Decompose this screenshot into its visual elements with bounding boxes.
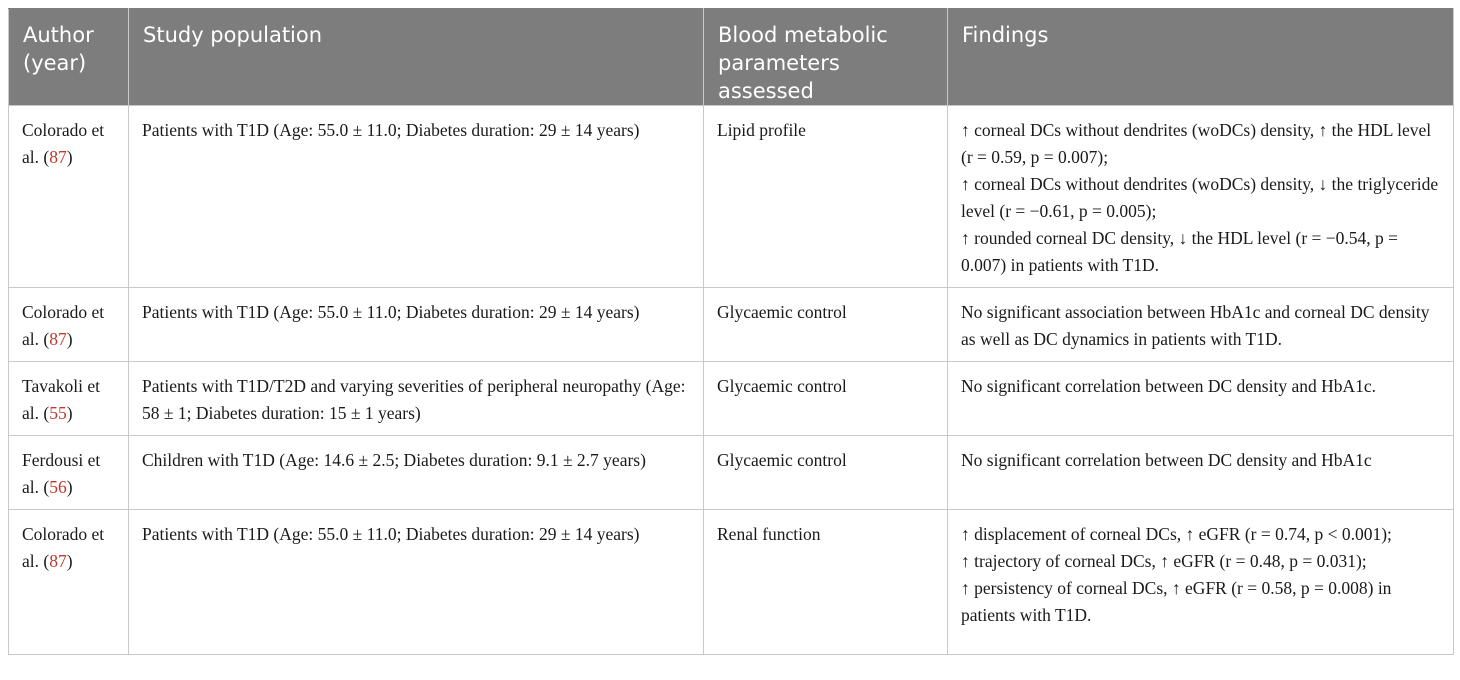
table-header-row — [9, 9, 1454, 106]
population-cell: Patients with T1D (Age: 55.0 ± 11.0; Diabetes duration: 29 ± 14 years) — [129, 106, 704, 288]
population-cell: Patients with T1D (Age: 55.0 ± 11.0; Diabetes duration: 29 ± 14 years) — [129, 288, 704, 362]
findings-table — [8, 8, 1454, 655]
table-row — [9, 362, 1454, 436]
table-row — [9, 436, 1454, 510]
reference-link[interactable]: 55 — [49, 403, 67, 423]
finding-line: ↑ rounded corneal DC density, ↓ the HDL level (r = −0.54, p = 0.007) in patients with T1D. — [961, 228, 1399, 275]
finding-line: No significant correlation between DC density and HbA1c — [961, 450, 1372, 470]
author-name: Tavakoli et al. ( — [22, 376, 100, 423]
author-cell — [9, 362, 129, 436]
author-close: ) — [66, 329, 73, 349]
finding-line: ↑ corneal DCs without dendrites (woDCs) density, ↑ the HDL level (r = 0.59, p = 0.007); — [961, 120, 1432, 167]
author-close: ) — [66, 477, 73, 497]
header-study-population: Study population — [129, 9, 704, 106]
parameter-cell: Renal function — [704, 510, 948, 655]
author-name: Colorado et al. ( — [22, 524, 105, 571]
header-findings: Findings — [948, 9, 1454, 106]
author-cell — [9, 510, 129, 655]
findings-cell — [948, 288, 1454, 362]
finding-line: ↑ corneal DCs without dendrites (woDCs) density, ↓ the triglyceride level (r = −0.61, p = 0.005); — [961, 174, 1439, 221]
parameter-cell: Lipid profile — [704, 106, 948, 288]
population-cell: Children with T1D (Age: 14.6 ± 2.5; Diabetes duration: 9.1 ± 2.7 years) — [129, 436, 704, 510]
author-name: Ferdousi et al. ( — [22, 450, 101, 497]
table-row — [9, 510, 1454, 655]
table-row — [9, 288, 1454, 362]
reference-link[interactable]: 87 — [49, 147, 67, 167]
reference-link[interactable]: 87 — [49, 329, 67, 349]
finding-line: ↑ displacement of corneal DCs, ↑ eGFR (r = 0.74, p < 0.001); — [961, 524, 1392, 544]
finding-line: ↑ persistency of corneal DCs, ↑ eGFR (r = 0.58, p = 0.008) in patients with T1D. — [961, 578, 1392, 625]
finding-line: No significant correlation between DC density and HbA1c. — [961, 376, 1377, 396]
population-cell: Patients with T1D (Age: 55.0 ± 11.0; Diabetes duration: 29 ± 14 years) — [129, 510, 704, 655]
reference-link[interactable]: 87 — [49, 551, 67, 571]
findings-cell — [948, 106, 1454, 288]
author-close: ) — [66, 147, 73, 167]
findings-cell — [948, 436, 1454, 510]
header-author: Author (year) — [9, 9, 129, 106]
author-cell — [9, 106, 129, 288]
author-name: Colorado et al. ( — [22, 302, 105, 349]
author-close: ) — [66, 403, 73, 423]
author-cell — [9, 436, 129, 510]
findings-cell — [948, 362, 1454, 436]
author-cell — [9, 288, 129, 362]
population-cell: Patients with T1D/T2D and varying severities of peripheral neuropathy (Age: 58 ± 1; Diabetes duration: 15 ± 1 years) — [129, 362, 704, 436]
header-parameters: Blood metabolic parameters assessed — [704, 9, 948, 106]
parameter-cell: Glycaemic control — [704, 288, 948, 362]
finding-line: No significant association between HbA1c and corneal DC density as well as DC dynamics in patients with T1D. — [961, 302, 1430, 349]
reference-link[interactable]: 56 — [49, 477, 67, 497]
findings-cell — [948, 510, 1454, 655]
author-close: ) — [66, 551, 73, 571]
parameter-cell: Glycaemic control — [704, 436, 948, 510]
author-name: Colorado et al. ( — [22, 120, 105, 167]
parameter-cell: Glycaemic control — [704, 362, 948, 436]
finding-line: ↑ trajectory of corneal DCs, ↑ eGFR (r = 0.48, p = 0.031); — [961, 551, 1367, 571]
table-row — [9, 106, 1454, 288]
